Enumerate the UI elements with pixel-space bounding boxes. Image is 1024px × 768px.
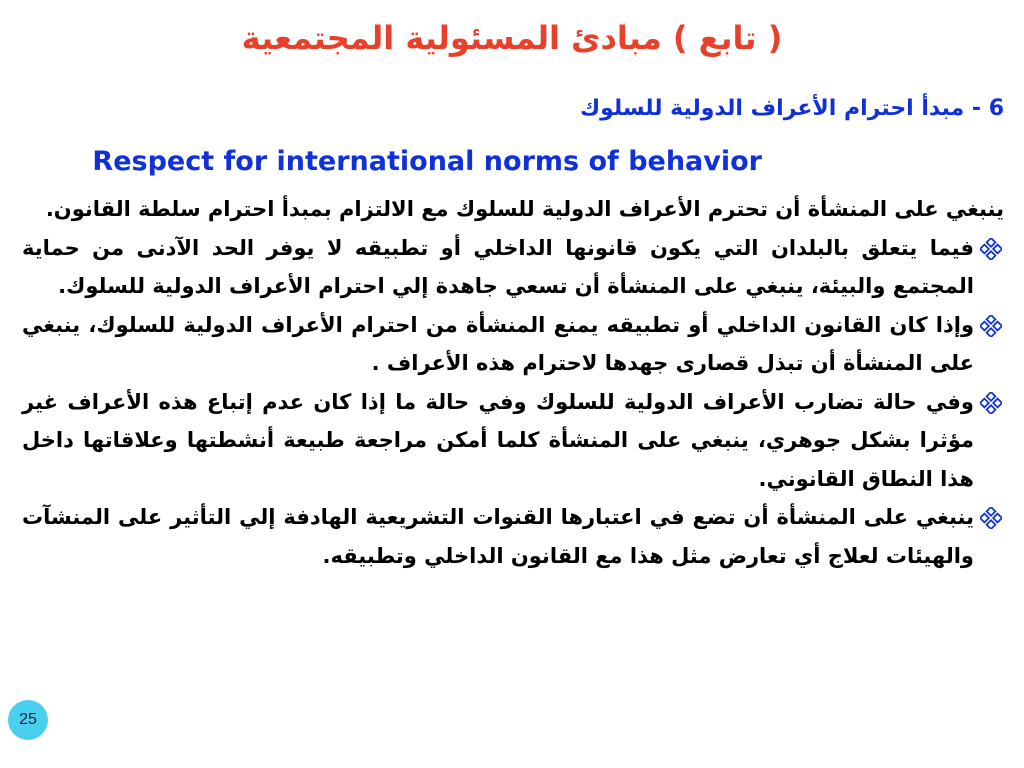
bullet-list [22,229,1004,576]
bullet-item [22,306,1004,383]
slide-body [22,190,1004,575]
bullet-text: وإذا كان القانون الداخلي أو تطبيقه يمنع المنشأة من احترام الأعراف الدولية للسلوك، ينبغي على المنشأة أن تبذل قصارى جهدها لاحترام هذه الأعراف . [22,312,974,375]
principle-heading-arabic: 6 - مبدأ احترام الأعراف الدولية للسلوك [579,96,1004,121]
four-diamond-bullet-icon [980,392,1002,414]
bullet-item [22,383,1004,499]
bullet-text: ينبغي على المنشأة أن تضع في اعتبارها القنوات التشريعية الهادفة إلي التأثير على المنشآت والهيئات لعلاج أي تعارض مثل هذا مع القانون الداخلي وتطبيقه. [22,505,974,568]
four-diamond-bullet-icon [980,507,1002,529]
four-diamond-bullet-icon [980,238,1002,260]
principle-heading-english: Respect for international norms of behavior [92,146,762,177]
bullet-item [22,229,1004,306]
page-number-badge: 25 [8,700,48,740]
bullet-text: وفي حالة تضارب الأعراف الدولية للسلوك وفي حالة ما إذا كان عدم إتباع هذه الأعراف غير مؤثرا بشكل جوهري، ينبغي على المنشأة كلما أمكن مراجعة طبيعة أنشطتها وعلاقاتها داخل هذا النطاق القانوني. [22,389,974,491]
intro-paragraph: ينبغي على المنشأة أن تحترم الأعراف الدولية للسلوك مع الالتزام بمبدأ احترام سلطة القانون. [45,197,1004,221]
slide-title: ( تابع ) مبادئ المسئولية المجتمعية [241,19,783,57]
four-diamond-bullet-icon [980,315,1002,337]
bullet-text: فيما يتعلق بالبلدان التي يكون قانونها الداخلي أو تطبيقه لا يوفر الحد الآدنى من حماية المجتمع والبيئة، ينبغي على المنشأة أن تسعي جاهدة إلي احترام الأعراف الدولية للسلوك. [22,235,974,298]
bullet-item [22,498,1004,575]
